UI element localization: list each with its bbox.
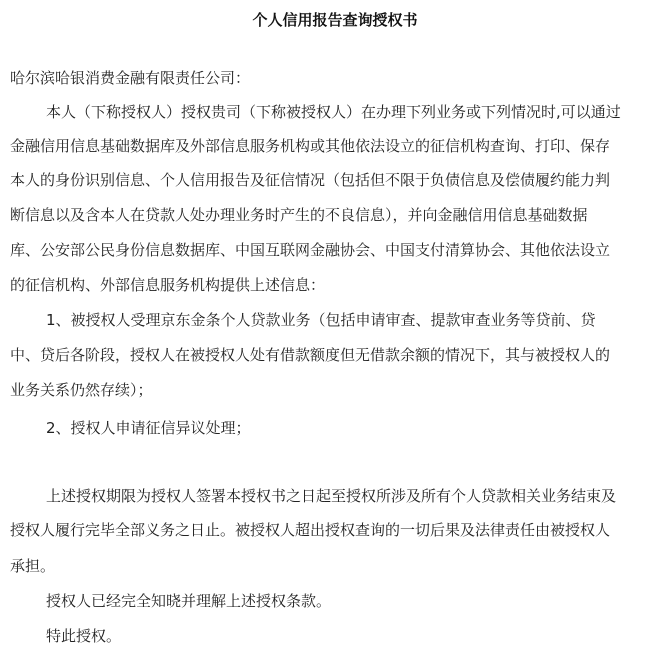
intro-line: 本人（下称授权人）授权贵司（下称被授权人）在办理下列业务或下列情况时,可以通过 (46, 103, 621, 121)
acknowledgement: 授权人已经完全知晓并理解上述授权条款。 (46, 592, 332, 610)
item1-line: 1、被授权人受理京东金条个人贷款业务（包括申请审查、提款审查业务等贷前、贷 (46, 311, 596, 329)
salutation: 哈尔滨哈银消费金融有限责任公司： (10, 69, 251, 87)
term-line: 上述授权期限为授权人签署本授权书之日起至授权所涉及所有个人贷款相关业务结束及 (46, 487, 617, 505)
document-title: 个人信用报告查询授权书 (252, 11, 418, 29)
intro-line: 金融信用信息基础数据库及外部信息服务机构或其他依法设立的征信机构查询、打印、保存 (10, 137, 611, 155)
item1-line: 中、贷后各阶段，授权人在被授权人处有借款额度但无借款余额的情况下，其与被授权人的 (10, 346, 611, 364)
term-line: 承担。 (10, 557, 56, 575)
intro-line: 断信息以及含本人在贷款人处办理业务时产生的不良信息），并向金融信用信息基础数据 (10, 206, 588, 224)
term-line: 授权人履行完毕全部义务之日止。被授权人超出授权查询的一切后果及法律责任由被授权人 (10, 521, 611, 539)
item2-line: 2、授权人申请征信异议处理； (46, 419, 251, 437)
intro-line: 库、公安部公民身份信息数据库、中国互联网金融协会、中国支付清算协会、其他依法设立 (10, 241, 611, 259)
closing: 特此授权。 (46, 627, 122, 645)
item1-line: 业务关系仍然存续）； (10, 381, 153, 399)
intro-line: 本人的身份识别信息、个人信用报告及征信情况（包括但不限于负债信息及偿债履约能力判 (10, 171, 611, 189)
intro-line: 的征信机构、外部信息服务机构提供上述信息： (10, 276, 326, 294)
